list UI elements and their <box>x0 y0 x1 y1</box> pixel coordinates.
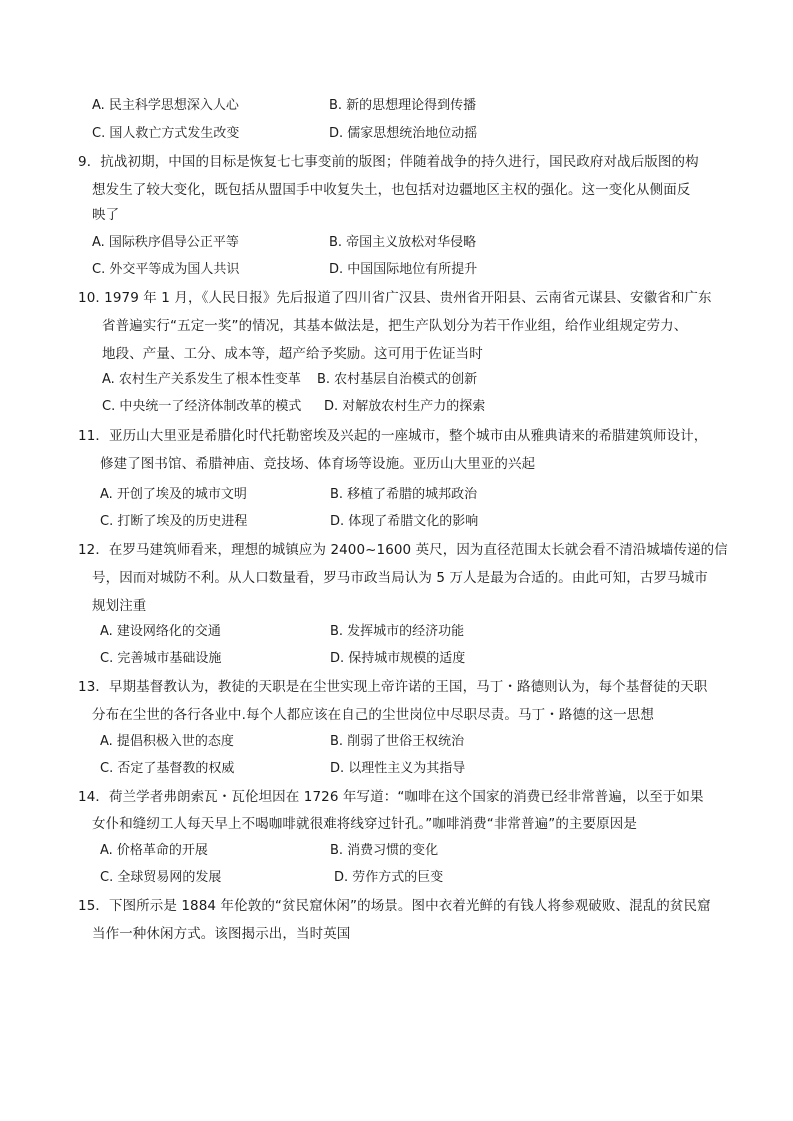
q10-option-c: C. 中央统一了经济体制改革的模式 <box>102 399 302 414</box>
q10-stem-line-1: 10. 1979 年 1 月，《人民日报》先后报道了四川省广汉县、贵州省开阳县、云南省元谋县、安徽省和广东 <box>78 290 712 306</box>
q13-option-a: A. 提倡积极入世的态度 <box>100 734 234 749</box>
q13-option-b: B. 削弱了世俗王权统治 <box>330 734 465 749</box>
q11-option-b: B. 移植了希腊的城邦政治 <box>330 487 478 502</box>
q14-option-b: B. 消费习惯的变化 <box>330 843 439 858</box>
q14-stem-line-2: 女仆和缝纫工人每天早上不喝咖啡就很难将线穿过针孔。”咖啡消费“非常普遍”的主要原因是 <box>92 816 637 832</box>
q11-option-d: D. 体现了希腊文化的影响 <box>330 514 479 529</box>
q10-option-b: B. 农村基层自治模式的创新 <box>317 372 478 387</box>
q10-stem-line-2: 省普遍实行“五定一奖”的情况，其基本做法是，把生产队划分为若干作业组，给作业组规定劳力、 <box>102 318 688 334</box>
q12-option-d: D. 保持城市规模的适度 <box>330 651 466 666</box>
q15-stem-line-1: 15．下图所示是 1884 年伦敦的“贫民窟休闲”的场景。图中衣着光鲜的有钱人将参观破败、混乱的贫民窟 <box>78 898 711 914</box>
q12-stem-line-3: 规划注重 <box>92 598 147 614</box>
q8-option-d: D. 儒家思想统治地位动摇 <box>329 126 478 141</box>
q12-option-b: B. 发挥城市的经济功能 <box>330 624 465 639</box>
q12-option-c: C. 完善城市基础设施 <box>100 651 222 666</box>
q13-stem-line-1: 13．早期基督教认为，教徒的天职是在尘世实现上帝许诺的王国，马丁・路德则认为，每个基督徒的天职 <box>78 679 708 695</box>
q10-stem-line-3: 地段、产量、工分、成本等，超产给予奖励。这可用于佐证当时 <box>102 346 483 362</box>
q12-stem-line-2: 号，因而对城防不利。从人口数量看，罗马市政当局认为 5 万人是最为合适的。由此可知，古罗马城市 <box>92 570 708 586</box>
q10-option-d: D. 对解放农村生产力的探索 <box>324 399 486 414</box>
q9-stem-line-1: 9．抗战初期，中国的目标是恢复七七事变前的版图；伴随着战争的持久进行，国民政府对战后版图的构 <box>78 154 699 170</box>
q8-option-c: C. 国人救亡方式发生改变 <box>92 126 240 141</box>
q14-option-d: D. 劳作方式的巨变 <box>334 870 444 885</box>
q9-option-a: A. 国际秩序倡导公正平等 <box>92 235 239 250</box>
q11-stem-line-1: 11．亚历山大里亚是希腊化时代托勒密埃及兴起的一座城市，整个城市由从雅典请来的希腊建筑师设计， <box>78 428 708 444</box>
q13-option-c: C. 否定了基督教的权威 <box>100 761 235 776</box>
q11-option-a: A. 开创了埃及的城市文明 <box>100 487 247 502</box>
q9-option-c: C. 外交平等成为国人共识 <box>92 262 240 277</box>
q9-stem-line-3: 映了 <box>92 207 120 223</box>
q9-stem-line-2: 想发生了较大变化，既包括从盟国手中收复失土，也包括对边疆地区主权的强化。这一变化从侧面反 <box>92 182 691 198</box>
q11-stem-line-2: 修建了图书馆、希腊神庙、竞技场、体育场等设施。亚历山大里亚的兴起 <box>100 456 536 472</box>
q14-stem-line-1: 14．荷兰学者弗朗索瓦・瓦伦坦因在 1726 年写道：“咖啡在这个国家的消费已经非常普遍，以至于如果 <box>78 789 704 805</box>
q11-option-c: C. 打断了埃及的历史进程 <box>100 514 248 529</box>
q13-option-d: D. 以理性主义为其指导 <box>330 761 466 776</box>
q8-option-a: A. 民主科学思想深入人心 <box>92 98 239 113</box>
q12-option-a: A. 建设网络化的交通 <box>100 624 221 639</box>
q9-option-d: D. 中国国际地位有所提升 <box>329 262 478 277</box>
q14-option-a: A. 价格革命的开展 <box>100 843 208 858</box>
q8-option-b: B. 新的思想理论得到传播 <box>329 98 477 113</box>
q14-option-c: C. 全球贸易网的发展 <box>100 870 222 885</box>
q12-stem-line-1: 12．在罗马建筑师看来，理想的城镇应为 2400~1600 英尺，因为直径范围太长就会看不清沿城墙传递的信 <box>78 542 728 558</box>
q10-option-a: A. 农村生产关系发生了根本性变革 <box>102 372 301 387</box>
q13-stem-line-2: 分布在尘世的各行各业中.每个人都应该在自己的尘世岗位中尽职尽责。马丁・路德的这一思想 <box>92 707 654 723</box>
q9-option-b: B. 帝国主义放松对华侵略 <box>329 235 477 250</box>
q15-stem-line-2: 当作一种休闲方式。该图揭示出，当时英国 <box>92 926 351 942</box>
